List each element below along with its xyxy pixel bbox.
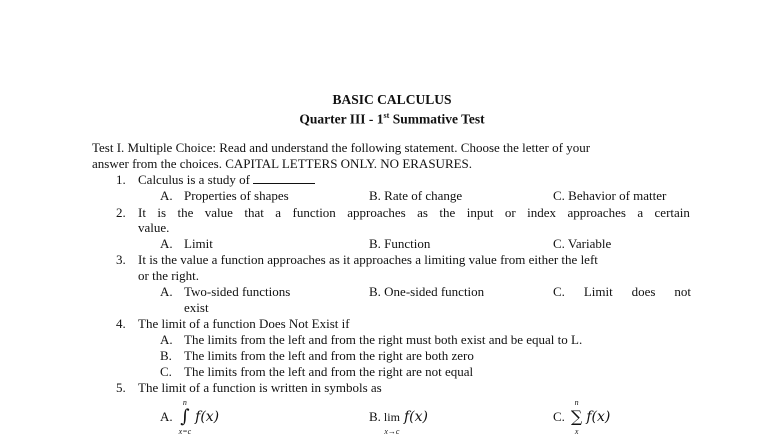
q4-option-a-letter: A. <box>160 332 173 347</box>
q5-option-a-letter: A. <box>160 409 173 424</box>
lim-stack <box>384 398 400 436</box>
sigma-upper: n <box>574 398 579 407</box>
q1-option-c: C. Behavior of matter <box>553 188 667 203</box>
integral-lower: x=c <box>178 427 192 436</box>
q1-option-a-letter: A. <box>160 188 173 203</box>
q4-option-c: The limits from the left and from the right are not equal <box>184 364 474 379</box>
word: value <box>204 205 233 220</box>
q5-number: 5. <box>116 380 126 395</box>
subtitle-text-2: Summative Test <box>389 111 485 127</box>
q5-option-b <box>369 398 428 436</box>
word: C. <box>553 284 565 299</box>
q4-option-b: The limits from the left and from the right are both zero <box>184 348 474 363</box>
q3-option-a-cont: exist <box>184 300 209 315</box>
integral-upper: n <box>182 398 187 407</box>
instructions-line-1: Test I. Multiple Choice: Read and understand the following statement. Choose the letter of your <box>92 140 591 155</box>
q5-option-c-expr: f(x) <box>586 409 611 425</box>
lim-operator: lim <box>383 410 400 424</box>
q3-option-b: B. One-sided function <box>369 284 485 299</box>
word: the <box>439 205 456 220</box>
q2-number: 2. <box>116 205 126 220</box>
word: not <box>674 284 691 299</box>
q4-number: 4. <box>116 316 126 331</box>
sigma-symbol: ∑ <box>570 407 583 426</box>
q4-option-c-letter: C. <box>160 364 172 379</box>
sigma-lower: x <box>574 427 579 436</box>
word: as <box>417 205 428 220</box>
answer-blank <box>253 173 315 184</box>
q3-line-2: or the right. <box>138 268 200 283</box>
word: approaches <box>347 205 406 220</box>
word: Limit <box>583 284 613 299</box>
q4-text: The limit of a function Does Not Exist if <box>138 316 350 331</box>
q4-option-b-letter: B. <box>160 348 172 363</box>
q5-option-c-letter: C. <box>553 409 565 424</box>
word: input <box>466 205 494 220</box>
q2-line-2: value. <box>138 220 170 235</box>
word: that <box>244 205 264 220</box>
sigma-stack <box>571 398 582 436</box>
q5-option-b-letter: B. <box>369 409 381 424</box>
q5-option-b-expr: f(x) <box>403 409 428 425</box>
q2-option-a: Limit <box>184 236 213 251</box>
doc-subtitle <box>0 108 784 128</box>
word: approaches <box>567 205 626 220</box>
q4-option-a: The limits from the left and from the right must both exist and be equal to L. <box>184 332 583 347</box>
word: does <box>631 284 656 299</box>
word: or <box>504 205 516 220</box>
word: a <box>637 205 644 220</box>
subtitle-text: Quarter III - 1 <box>299 111 384 127</box>
q2-option-b: B. Function <box>369 236 431 251</box>
q3-line-1: It is the value a function approaches as it approaches a limiting value from either the left <box>138 252 598 267</box>
q1-text <box>138 172 315 188</box>
word: certain <box>654 205 690 220</box>
q2-option-a-letter: A. <box>160 236 173 251</box>
q1-question: Calculus is a study of <box>138 172 250 187</box>
subtitle-sup: st <box>383 111 390 120</box>
q5-option-a-expr: f(x) <box>195 409 220 425</box>
word: the <box>177 205 194 220</box>
q1-option-b: B. Rate of change <box>369 188 463 203</box>
lim-subscript: x→c <box>384 427 400 436</box>
word: index <box>527 205 557 220</box>
q3-option-a-letter: A. <box>160 284 173 299</box>
word: a <box>275 205 282 220</box>
q1-option-a: Properties of shapes <box>184 188 289 203</box>
q5-option-a <box>160 398 219 436</box>
q3-option-c <box>553 284 691 300</box>
q2-option-c: C. Variable <box>553 236 612 251</box>
doc-title: BASIC CALCULUS <box>332 92 452 107</box>
q3-option-a: Two-sided functions <box>184 284 291 299</box>
q2-line-1 <box>138 205 690 221</box>
word: function <box>292 205 336 220</box>
q5-option-c <box>553 398 610 436</box>
integral-stack <box>179 398 192 436</box>
q3-number: 3. <box>116 252 126 267</box>
integral-symbol: ∫ <box>180 406 190 427</box>
q1-number: 1. <box>116 172 126 187</box>
word: It <box>138 205 146 220</box>
q5-text: The limit of a function is written in symbols as <box>138 380 382 395</box>
word: is <box>157 205 167 220</box>
instructions-line-2: answer from the choices. CAPITAL LETTERS ONLY. NO ERASURES. <box>92 156 473 171</box>
